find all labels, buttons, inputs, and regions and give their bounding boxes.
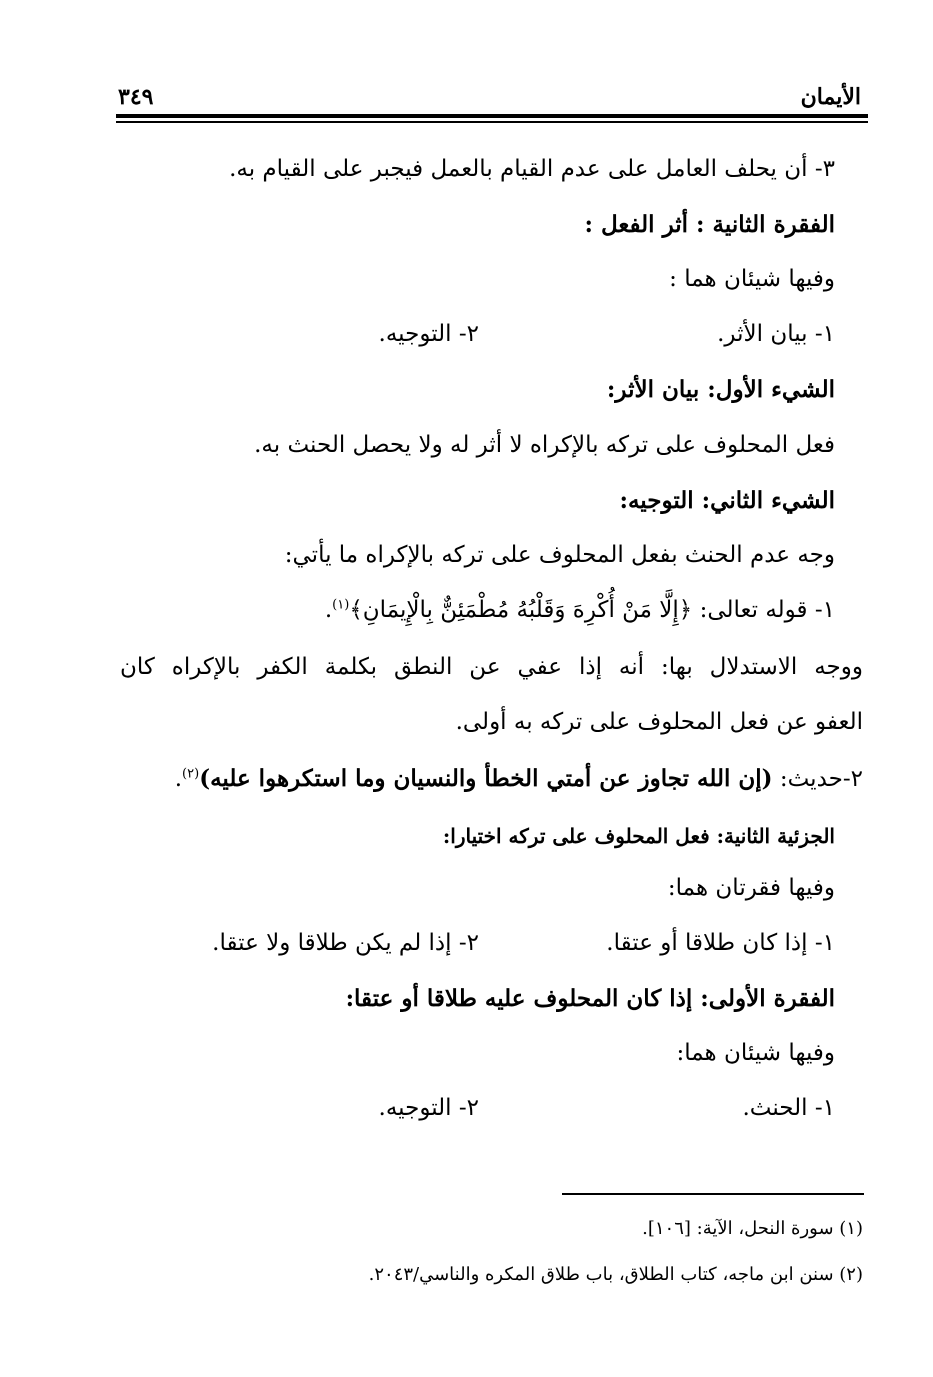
- body-line-12: وفيها شيئان هما:: [676, 1040, 835, 1066]
- footnote-rule: [562, 1193, 864, 1195]
- list-item-2: ٢- التوجيه.: [378, 321, 479, 347]
- hadith-text: (إن الله تجاوز عن أمتي الخطأ والنسيان وما استكرهوا عليه): [199, 765, 773, 792]
- body-line-4: فعل المحلوف على تركه بالإكراه لا أثر له ولا يحصل الحنث به.: [254, 432, 835, 458]
- footnote-ref-1: (١): [332, 597, 350, 613]
- hadith-line: ٢-حديث: (إن الله تجاوز عن أمتي الخطأ والنسيان وما استكرهوا عليه)$^{(٢)}$.: [174, 765, 863, 792]
- list-item-4: ٢- إذا لم يكن طلاقا ولا عتقا.: [212, 930, 479, 956]
- subheading-second-part: الجزئية الثانية: فعل المحلوف على تركه اختيارا:: [442, 824, 835, 848]
- list-item-1: ١- بيان الأثر.: [717, 321, 835, 347]
- body-line-8: العفو عن فعل المحلوف على تركه به أولى.: [455, 709, 863, 735]
- footnote-ref-2: (٢): [182, 766, 200, 782]
- body-line-7: ووجه الاستدلال بها: أنه إذا عفي عن النطق بكلمة الكفر بالإكراه كان: [120, 654, 863, 680]
- running-header-title: الأيمان: [800, 84, 861, 110]
- heading-second-paragraph: الفقرة الثانية : أثر الفعل :: [584, 211, 835, 238]
- list-item-6: ٢- التوجيه.: [378, 1095, 479, 1121]
- list-item-5: ١- الحنث.: [742, 1095, 835, 1121]
- heading-second-thing: الشيء الثاني: التوجيه:: [619, 487, 835, 514]
- body-line-10: وفيها فقرتان هما:: [667, 875, 835, 901]
- list-item-3: ١- إذا كان طلاقا أو عتقا.: [606, 930, 835, 956]
- body-line-5: وجه عدم الحنث بفعل المحلوف على تركه بالإكراه ما يأتي:: [284, 542, 835, 568]
- body-line-2: وفيها شيئان هما :: [669, 266, 835, 292]
- hadith-prefix: ٢-حديث:: [772, 766, 863, 792]
- heading-first-thing: الشيء الأول: بيان الأثر:: [606, 376, 835, 403]
- header-rule-thin: [116, 121, 868, 123]
- footnote-2: (٢) سنن ابن ماجه، كتاب الطلاق، باب طلاق المكره والناسي/٢٠٤٣.: [368, 1264, 863, 1285]
- quran-verse-text: ١- قوله تعالى: ﴿إِلَّا مَنْ أُكْرِهَ وَقَلْبُهُ مُطْمَئِنٌّ بِالْإِيمَانِ﴾: [349, 597, 835, 623]
- page-number: ٣٤٩: [118, 84, 154, 110]
- heading-first-paragraph: الفقرة الأولى: إذا كان المحلوف عليه طلاقا أو عتقا:: [345, 985, 835, 1012]
- footnote-1: (١) سورة النحل، الآية: [١٠٦].: [642, 1218, 863, 1239]
- header-rule-thick: [116, 114, 868, 118]
- quran-verse-line: ١- قوله تعالى: ﴿إِلَّا مَنْ أُكْرِهَ وَقَلْبُهُ مُطْمَئِنٌّ بِالْإِيمَانِ﴾$^{(١)}$.: [324, 597, 835, 623]
- body-line-1: ٣- أن يحلف العامل على عدم القيام بالعمل فيجبر على القيام به.: [229, 156, 835, 182]
